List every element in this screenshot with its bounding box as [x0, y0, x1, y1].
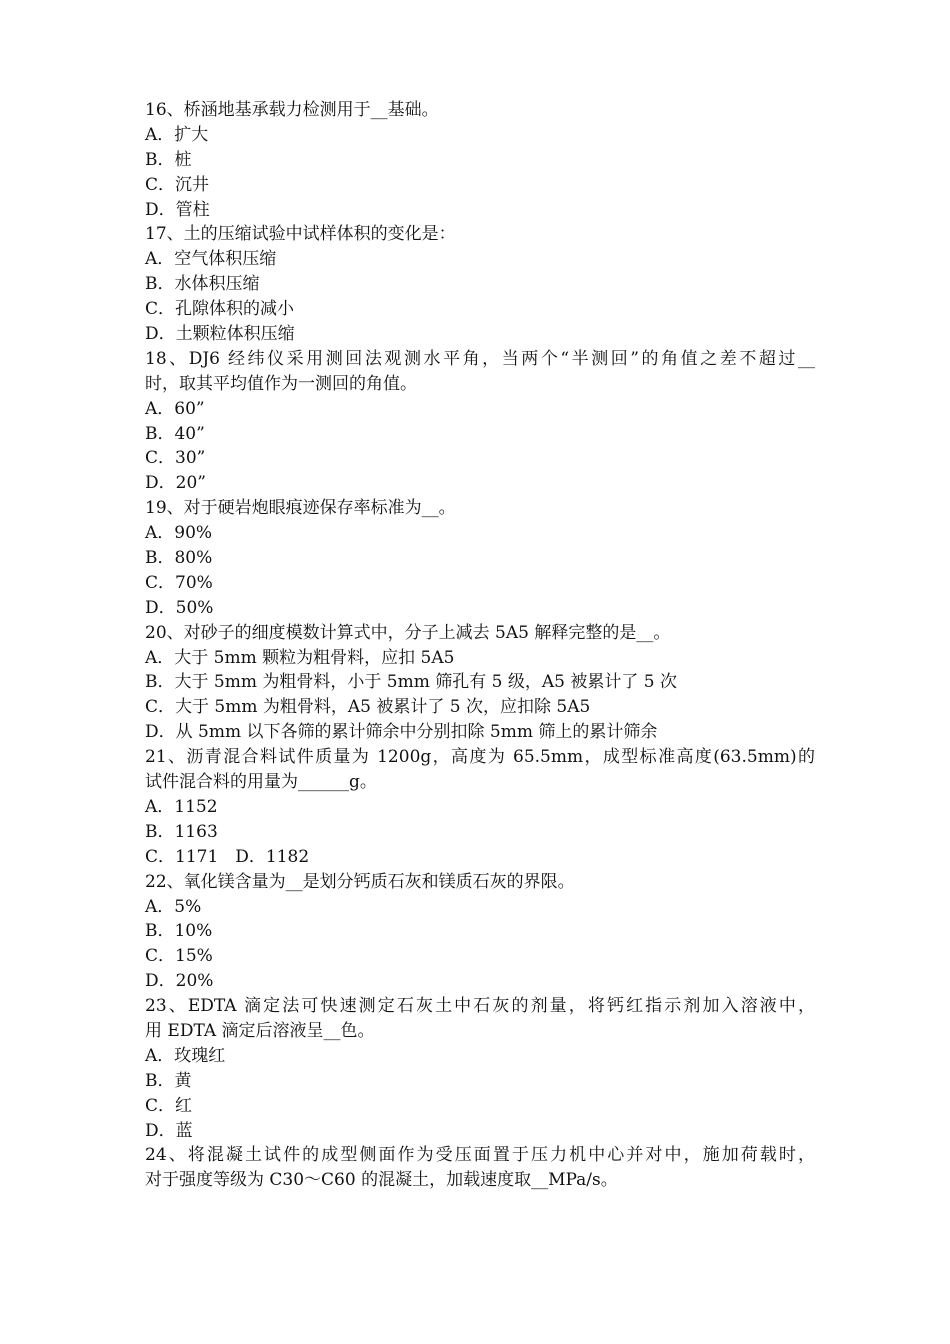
question-text-block [145, 98, 815, 1193]
question-line: 20、对砂子的细度模数计算式中，分子上减去 5A5 解释完整的是__。 [145, 622, 671, 643]
option-line: B．1163 [145, 821, 218, 842]
option-line: A．空气体积压缩 [145, 249, 277, 270]
option-line: A．扩大 [145, 124, 209, 145]
option-line: A．玫瑰红 [145, 1045, 226, 1066]
text-line: 试件混合料的用量为______g。 [145, 772, 377, 793]
option-line: B．80% [145, 548, 213, 569]
text-line: 用 EDTA 滴定后溶液呈__色。 [145, 1020, 375, 1041]
option-line: A．90% [145, 523, 213, 544]
text-line: 对于强度等级为 C30～C60 的混凝土，加载速度取__MPa/s。 [145, 1170, 618, 1191]
option-line: D．从 5mm 以下各筛的累计筛余中分别扣除 5mm 筛上的累计筛余 [145, 722, 658, 743]
option-line: B．水体积压缩 [145, 274, 260, 295]
option-line: D．蓝 [145, 1120, 193, 1141]
option-line: A．大于 5mm 颗粒为粗骨料，应扣 5A5 [145, 647, 455, 668]
question-line: 24、将混凝土试件的成型侧面作为受压面置于压力机中心并对中，施加荷载时， [145, 1145, 815, 1166]
question-line: 21、沥青混合料试件质量为 1200g，高度为 65.5mm，成型标准高度(63.5mm)的 [145, 747, 815, 768]
option-line: C．红 [145, 1095, 193, 1116]
option-line: D．50% [145, 597, 214, 618]
option-line: A．60” [145, 398, 205, 419]
option-line: A．1152 [145, 796, 218, 817]
question-line: 16、桥涵地基承载力检测用于__基础。 [145, 100, 439, 120]
option-line: D．土颗粒体积压缩 [145, 324, 295, 345]
option-line: C．孔隙体积的减小 [145, 299, 295, 320]
question-line: 17、土的压缩试验中试样体积的变化是： [145, 224, 456, 245]
option-line: C．大于 5mm 为粗骨料，A5 被累计了 5 次，应扣除 5A5 [145, 697, 591, 718]
option-line: A．5% [145, 896, 202, 917]
option-line: C．30” [145, 448, 206, 469]
option-line: C．沉井 [145, 174, 210, 195]
option-line: C．70% [145, 572, 213, 593]
option-line: B．黄 [145, 1070, 192, 1091]
option-line: C．1171 D．1182 [145, 846, 310, 867]
option-line: B．大于 5mm 为粗骨料，小于 5mm 筛孔有 5 级，A5 被累计了 5 次 [145, 672, 677, 693]
option-line: C．15% [145, 946, 213, 967]
text-line: 时，取其平均值作为一测回的角值。 [145, 373, 417, 394]
option-line: D．20% [145, 971, 214, 992]
option-line: B．桩 [145, 149, 192, 170]
question-line: 22、氧化镁含量为__是划分钙质石灰和镁质石灰的界限。 [145, 871, 575, 892]
option-line: D．20” [145, 473, 206, 494]
question-line: 18、DJ6 经纬仪采用测回法观测水平角，当两个“半测回”的角值之差不超过__ [145, 348, 815, 369]
question-line: 19、对于硬岩炮眼痕迹保存率标准为__。 [145, 498, 456, 519]
option-line: B．10% [145, 921, 213, 942]
question-line: 23、EDTA 滴定法可快速测定石灰土中石灰的剂量，将钙红指示剂加入溶液中， [145, 996, 815, 1017]
option-line: D．管柱 [145, 199, 210, 220]
option-line: B．40” [145, 423, 205, 444]
